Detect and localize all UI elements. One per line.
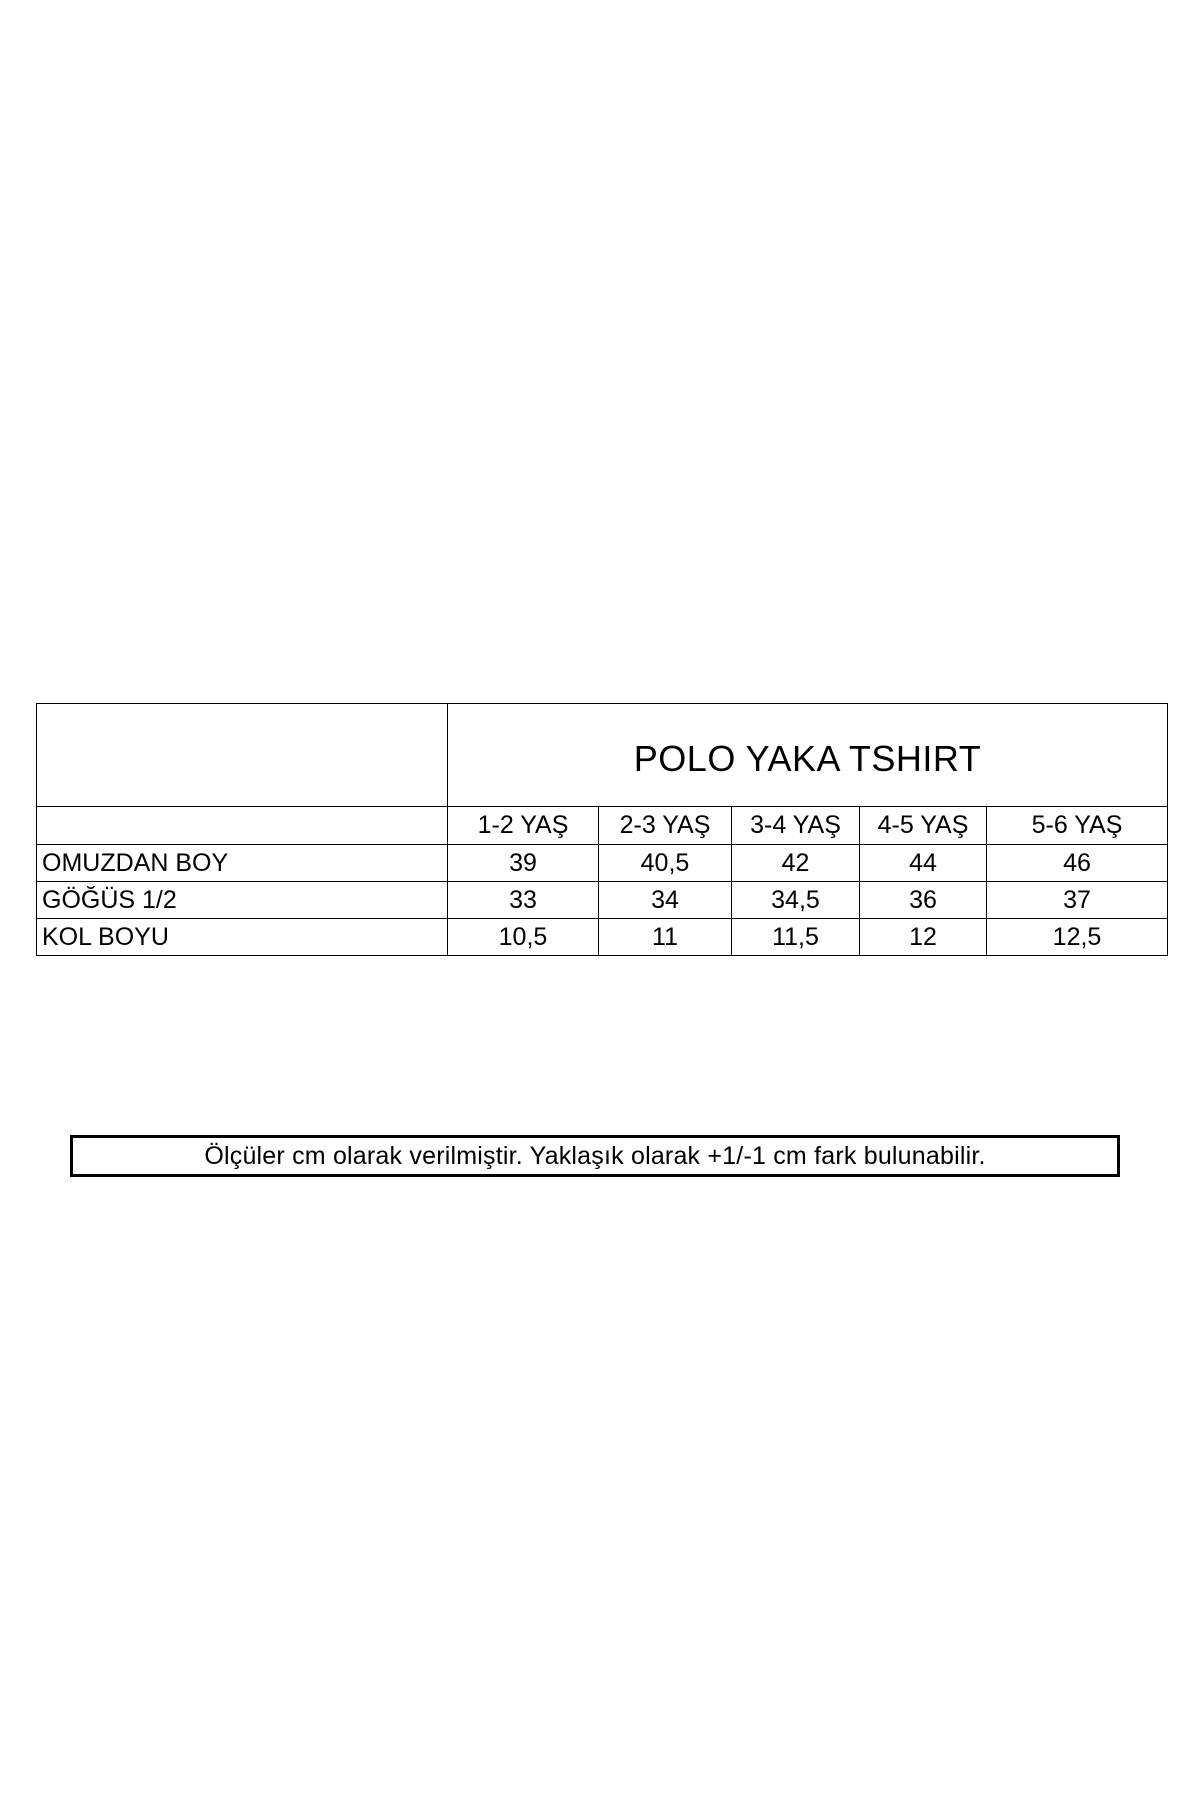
table-cell: 11,5 [732, 919, 860, 956]
column-header: 1-2 YAŞ [448, 807, 599, 845]
table-cell: 34,5 [732, 882, 860, 919]
table-title-row [37, 704, 1168, 807]
row-label: OMUZDAN BOY [37, 845, 448, 882]
row-label: GÖĞÜS 1/2 [37, 882, 448, 919]
empty-corner-cell [37, 704, 448, 807]
table-title: POLO YAKA TSHIRT [448, 704, 1168, 807]
column-header: 4-5 YAŞ [860, 807, 987, 845]
table-cell: 39 [448, 845, 599, 882]
column-header: 3-4 YAŞ [732, 807, 860, 845]
table-cell: 34 [599, 882, 732, 919]
table-cell: 40,5 [599, 845, 732, 882]
table-cell: 33 [448, 882, 599, 919]
table-cell: 12,5 [987, 919, 1168, 956]
table-cell: 37 [987, 882, 1168, 919]
measurement-note [70, 1135, 1120, 1177]
measurement-note-text: Ölçüler cm olarak verilmiştir. Yaklaşık olarak +1/-1 cm fark bulunabilir. [204, 1141, 986, 1170]
column-header: 2-3 YAŞ [599, 807, 732, 845]
table-row [37, 882, 1168, 919]
row-label: KOL BOYU [37, 919, 448, 956]
size-chart-table [36, 703, 1168, 956]
table-cell: 46 [987, 845, 1168, 882]
table-cell: 42 [732, 845, 860, 882]
table-cell: 12 [860, 919, 987, 956]
table-cell: 11 [599, 919, 732, 956]
table-cell: 36 [860, 882, 987, 919]
table-row [37, 919, 1168, 956]
table-cell: 10,5 [448, 919, 599, 956]
column-header: 5-6 YAŞ [987, 807, 1168, 845]
table-row [37, 845, 1168, 882]
empty-header-label-cell [37, 807, 448, 845]
table-header-row [37, 807, 1168, 845]
table-cell: 44 [860, 845, 987, 882]
